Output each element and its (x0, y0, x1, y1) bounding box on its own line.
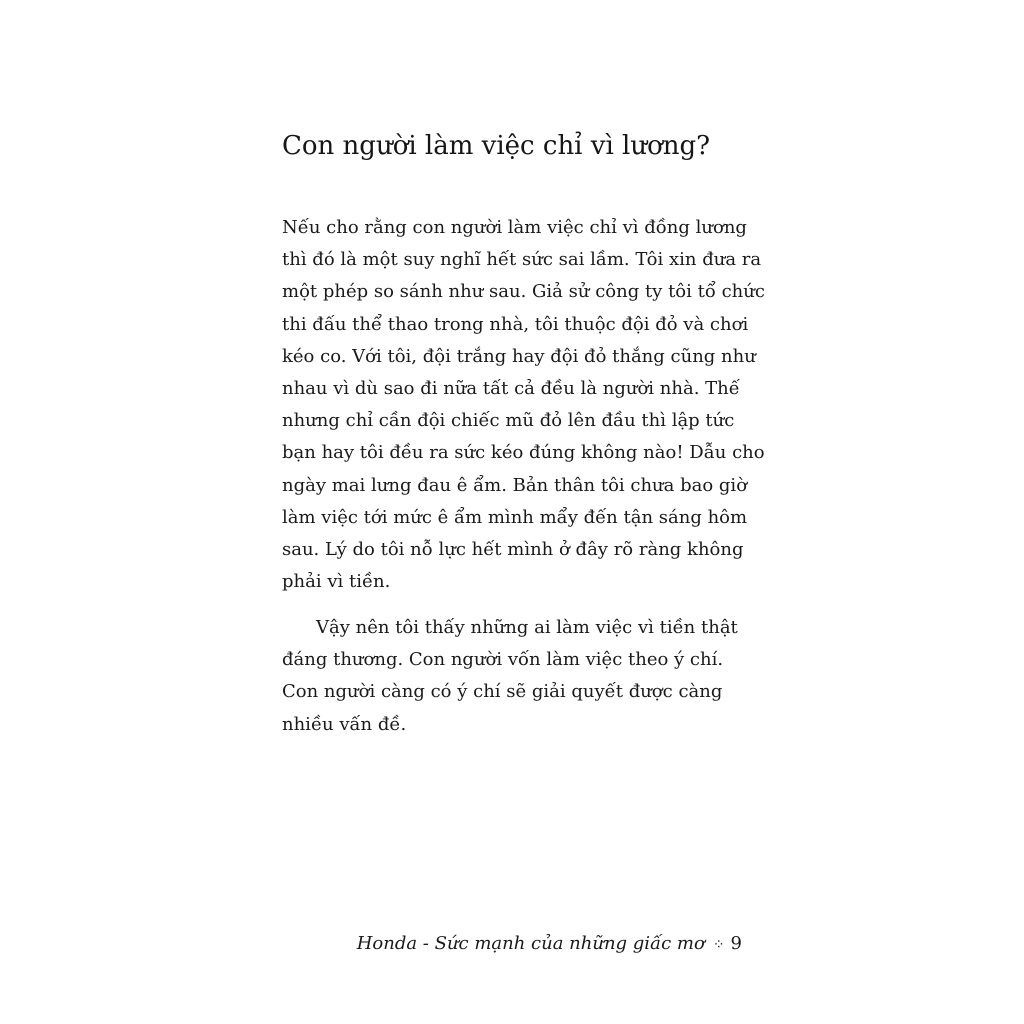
page-footer (357, 928, 742, 961)
chapter-title: Con người làm việc chỉ vì lương? (282, 131, 711, 161)
paragraph-line: đáng thương. Con người vốn làm việc theo ý chí. (282, 649, 724, 671)
paragraph-line: thi đấu thể thao trong nhà, tôi thuộc đội đỏ và chơi (282, 313, 749, 335)
ornament-icon: ⁘ (712, 937, 725, 953)
paragraph-line: kéo co. Với tôi, đội trắng hay đội đỏ thắng cũng như (282, 345, 756, 367)
paragraph-line: bạn hay tôi đều ra sức kéo đúng không nào! Dẫu cho (282, 442, 765, 464)
paragraph-line: Nếu cho rằng con người làm việc chỉ vì đồng lương (282, 217, 747, 238)
paragraph-2 (282, 612, 752, 741)
paragraph-1 (282, 212, 765, 598)
paragraph-line: một phép so sánh như sau. Giả sử công ty tôi tổ chức (282, 281, 765, 303)
paragraph-line: Vậy nên tôi thấy những ai làm việc vì tiền thật (316, 617, 738, 638)
paragraph-line: làm việc tới mức ê ẩm mình mẩy đến tận sáng hôm (282, 506, 748, 528)
paragraph-line: nhiều vấn đề. (282, 713, 407, 735)
paragraph-line: sau. Lý do tôi nỗ lực hết mình ở đây rõ ràng không (282, 538, 744, 560)
paragraph-line: nhau vì dù sao đi nữa tất cả đều là người nhà. Thế (282, 377, 740, 399)
page-number: 9 (730, 933, 742, 954)
paragraph-line: phải vì tiền. (282, 571, 391, 593)
running-title: Honda - Sức mạnh của những giấc mơ (356, 933, 705, 954)
paragraph-line: nhưng chỉ cần đội chiếc mũ đỏ lên đầu thì lập tức (282, 410, 735, 432)
paragraph-line: thì đó là một suy nghĩ hết sức sai lầm. Tôi xin đưa ra (282, 249, 762, 271)
paragraph-line: ngày mai lưng đau ê ẩm. Bản thân tôi chưa bao giờ (282, 474, 748, 496)
paragraph-line: Con người càng có ý chí sẽ giải quyết được càng (282, 681, 723, 703)
